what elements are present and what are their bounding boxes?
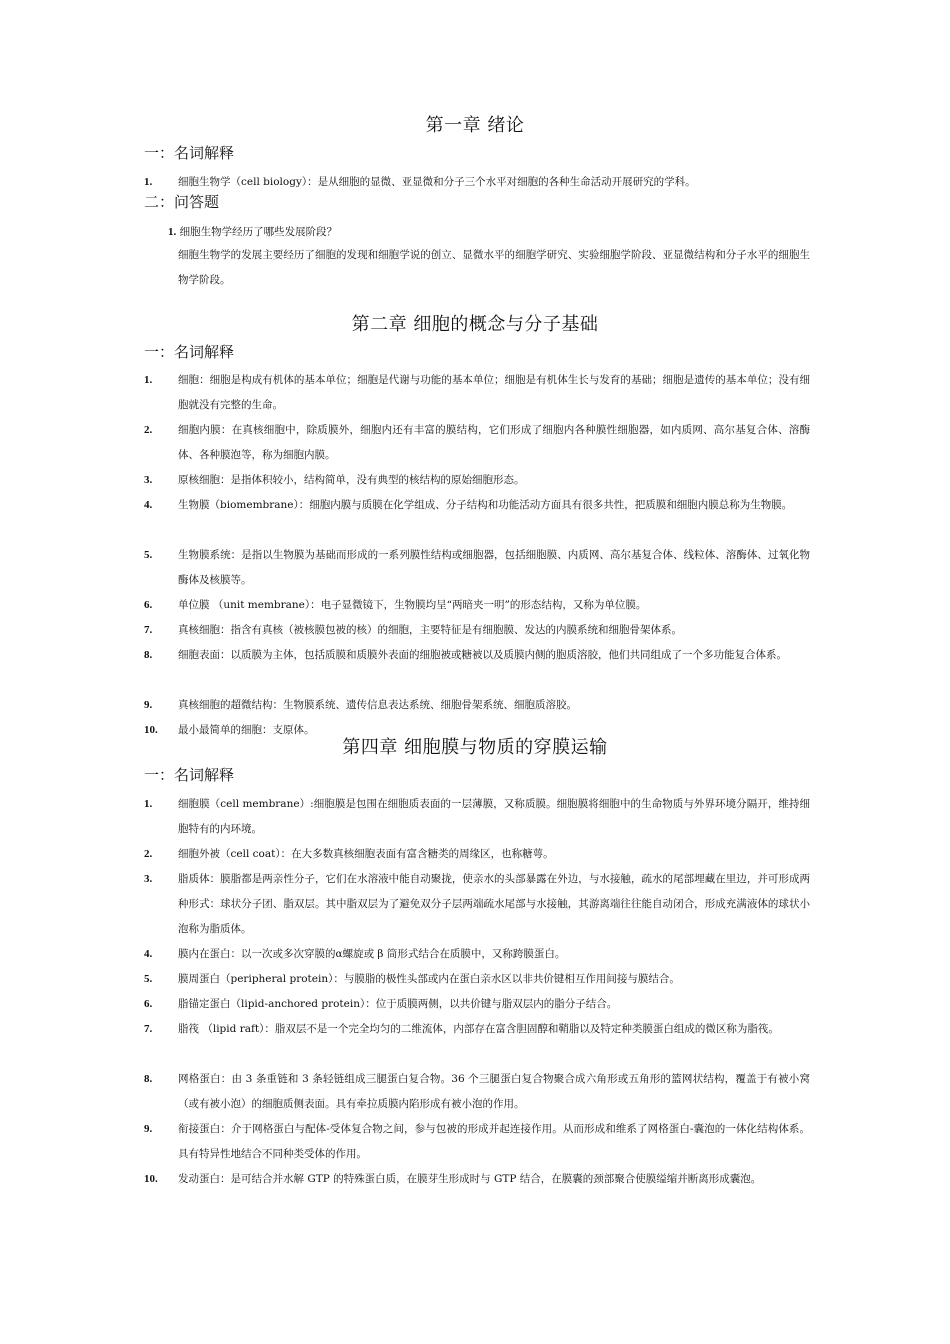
item-text: 细胞外被（cell coat）：在大多数真核细胞表面有富含糖类的周缘区，也称糖萼。	[178, 848, 554, 860]
item-number: 5.	[144, 973, 153, 985]
item-text: 真核细胞：指含有真核（被核膜包被的核）的细胞，主要特征是有细胞膜、发达的内膜系统和细胞骨架体系。	[178, 624, 682, 636]
answer-text: 细胞生物学的发展主要经历了细胞的发现和细胞学说的创立、显微水平的细胞学研究、实验细胞学阶段、亚显微结构和分子水平的细胞生物学阶段。	[178, 249, 810, 286]
item-number: 8.	[144, 649, 153, 661]
item-number: 1.	[144, 176, 153, 188]
item-text: 细胞生物学（cell biology）：是从细胞的显微、亚显微和分子三个水平对细胞的各种生命活动开展研究的学科。	[178, 176, 696, 188]
item-text: 最小最简单的细胞：支原体。	[178, 724, 315, 736]
item-text: 网格蛋白：由 3 条重链和 3 条轻链组成三腿蛋白复合物。36 个三腿蛋白复合物聚合成六角形或五角形的篮网状结构，覆盖于有被小窝（或有被小泡）的细胞质侧表面。具有牵拉质膜内陷形成有被小泡的作用。	[178, 1073, 810, 1110]
item-text: 原核细胞：是指体积较小，结构简单，没有典型的核结构的原始细胞形态。	[178, 474, 525, 486]
item-text: 膜周蛋白（peripheral protein）：与膜脂的极性头部或内在蛋白亲水区以非共价键相互作用间接与膜结合。	[178, 973, 680, 985]
item-number: 7.	[144, 1023, 153, 1035]
chapter-title: 第一章 绪论	[425, 115, 525, 136]
item-text: 真核细胞的超微结构：生物膜系统、遗传信息表达系统、细胞骨架系统、细胞质溶胶。	[178, 699, 577, 711]
question-text: 细胞生物学经历了哪些发展阶段？	[179, 226, 338, 238]
item-number: 1.	[144, 374, 153, 386]
item-text: 生物膜系统：是指以生物膜为基础而形成的一系列膜性结构或细胞器，包括细胞膜、内质网、高尔基复合体、线粒体、溶酶体、过氧化物酶体及核膜等。	[178, 549, 810, 586]
item-text: 脂锚定蛋白（lipid-anchored protein）：位于质膜两侧，以共价键与脂双层内的脂分子结合。	[178, 998, 618, 1010]
question-number: 1.	[168, 226, 177, 238]
item-number: 3.	[144, 873, 153, 885]
item-text: 细胞膜（cell membrane）:细胞膜是包围在细胞质表面的一层薄膜，又称质膜。细胞膜将细胞中的生命物质与外界环境分隔开，维持细胞特有的内环境。	[178, 798, 810, 835]
item-text: 生物膜（biomembrane）：细胞内膜与质膜在化学组成、分子结构和功能活动方面具有很多共性，把质膜和细胞内膜总称为生物膜。	[178, 499, 793, 511]
chapter-title: 第四章 细胞膜与物质的穿膜运输	[342, 737, 608, 758]
section-heading: 一：名词解释	[144, 766, 235, 784]
item-number: 5.	[144, 549, 153, 561]
item-text: 脂筏 （lipid raft）：脂双层不是一个完全均匀的二维流体，内部存在富含胆固醇和鞘脂以及特定种类膜蛋白组成的微区称为脂筏。	[178, 1023, 779, 1035]
item-number: 7.	[144, 624, 153, 636]
section-heading: 一：名词解释	[144, 144, 235, 162]
item-number: 4.	[144, 948, 153, 960]
item-number: 2.	[144, 848, 153, 860]
item-text: 脂质体：膜脂都是两亲性分子，它们在水溶液中能自动聚拢，使亲水的头部暴露在外边，与水接触，疏水的尾部埋藏在里边，并可形成两种形式：球状分子团、脂双层。其中脂双层为了避免双分子层两端疏水尾部与水接触，其游离端往往能自动闭合，形成充满液体的球状小泡称为脂质体。	[178, 873, 810, 935]
question	[168, 223, 337, 241]
chapter-title: 第二章 细胞的概念与分子基础	[351, 314, 599, 335]
item-text: 细胞表面：以质膜为主体，包括质膜和质膜外表面的细胞被或糖被以及质膜内侧的胞质溶胶，他们共同组成了一个多功能复合体系。	[178, 649, 787, 661]
item-text: 细胞内膜：在真核细胞中，除质膜外，细胞内还有丰富的膜结构，它们形成了细胞内各种膜性细胞器，如内质网、高尔基复合体、溶酶体、各种膜泡等，称为细胞内膜。	[178, 424, 810, 461]
item-number: 10.	[144, 724, 158, 736]
item-number: 8.	[144, 1073, 153, 1085]
item-number: 6.	[144, 998, 153, 1010]
item-number: 9.	[144, 1123, 153, 1135]
item-text: 细胞：细胞是构成有机体的基本单位；细胞是代谢与功能的基本单位；细胞是有机体生长与发育的基础；细胞是遗传的基本单位；没有细胞就没有完整的生命。	[178, 374, 810, 411]
section-heading: 一：名词解释	[144, 343, 235, 361]
item-number: 1.	[144, 798, 153, 810]
section-heading: 二：问答题	[144, 193, 220, 211]
item-number: 10.	[144, 1173, 158, 1185]
item-number: 3.	[144, 474, 153, 486]
item-text: 发动蛋白：是可结合并水解 GTP 的特殊蛋白质，在膜芽生形成时与 GTP 结合，在膜囊的颈部聚合使膜缢缩并断离形成囊泡。	[178, 1173, 762, 1185]
item-number: 4.	[144, 499, 153, 511]
item-number: 2.	[144, 424, 153, 436]
item-text: 膜内在蛋白：以一次或多次穿膜的α螺旋或 β 筒形式结合在质膜中，又称跨膜蛋白。	[178, 948, 566, 960]
item-text: 衔接蛋白：介于网格蛋白与配体-受体复合物之间，参与包被的形成并起连接作用。从而形成和维系了网格蛋白-囊泡的一体化结构体系。具有特异性地结合不同种类受体的作用。	[178, 1123, 810, 1160]
item-text: 单位膜 （unit membrane）：电子显微镜下，生物膜均呈“两暗夹一明”的形态结构，又称为单位膜。	[178, 599, 647, 611]
item-number: 6.	[144, 599, 153, 611]
item-number: 9.	[144, 699, 153, 711]
